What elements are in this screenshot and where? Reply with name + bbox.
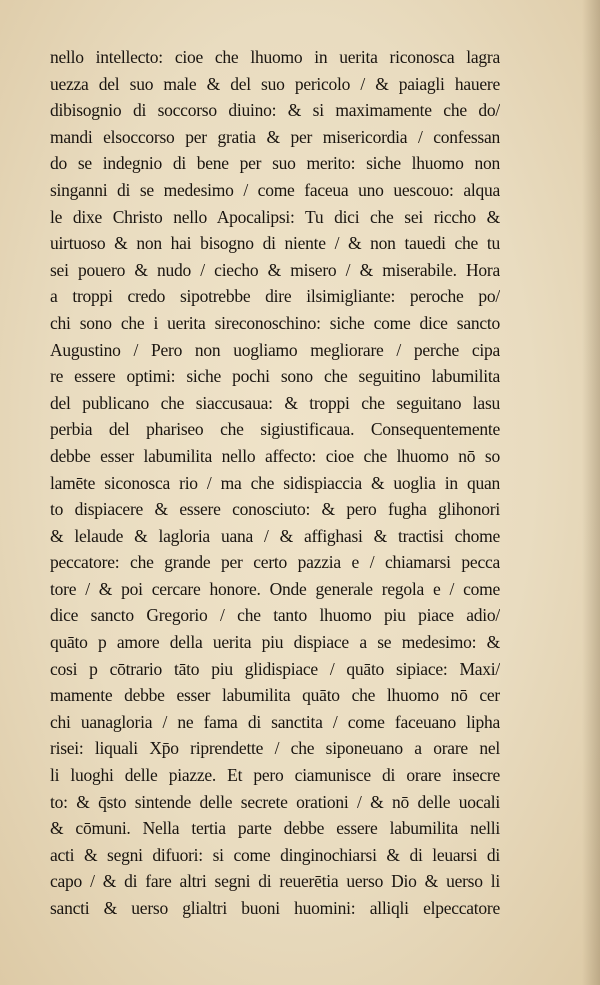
text-line-25: mamente debbe esser labumilita quāto che lhuomo nō cer	[50, 685, 500, 706]
text-line-31: acti & segni difuori: si come dinginochiarsi & di leuarsi di	[50, 844, 500, 865]
text-line-20: peccatore: che grande per certo pazzia e / chiamarsi pecca	[50, 552, 500, 573]
text-block	[50, 44, 500, 922]
text-line-18: to dispiacere & essere conosciuto: & pero fugha glihonori	[50, 499, 500, 520]
text-line-30: & cōmuni. Nella tertia parte debbe essere labumilita nelli	[50, 818, 500, 839]
text-line-11: chi sono che i uerita sireconoschino: siche come dice sancto	[50, 312, 500, 333]
text-line-24: cosi p cōtrario tāto piu glidispiace / quāto sipiace: Maxi/	[50, 658, 500, 679]
text-line-3: dibisognio di soccorso diuino: & si maximamente che do/	[50, 100, 500, 121]
text-line-26: chi uanagloria / ne fama di sanctita / come faceuano lipha	[50, 711, 500, 732]
text-line-29: to: & q̄sto sintende delle secrete orationi / & nō delle uocali	[50, 791, 500, 812]
text-line-21: tore / & poi cercare honore. Onde generale regola e / come	[50, 578, 500, 599]
text-line-23: quāto p amore della uerita piu dispiace a se medesimo: &	[50, 632, 500, 653]
text-line-10: a troppi credo sipotrebbe dire ilsimigliante: peroche po/	[50, 286, 500, 307]
text-line-9: sei pouero & nudo / ciecho & misero / & miserabile. Hora	[50, 259, 500, 280]
text-line-19: & lelaude & lagloria uana / & affighasi & tractisi chome	[50, 525, 500, 546]
text-line-14: del publicano che siaccusaua: & troppi che seguitano lasu	[50, 392, 500, 413]
text-line-7: le dixe Christo nello Apocalipsi: Tu dici che sei riccho &	[50, 206, 500, 227]
text-line-28: li luoghi delle piazze. Et pero ciamunisce di orare insecre	[50, 765, 500, 786]
text-line-27: risei: liquali Xp̄o riprendette / che siponeuano a orare nel	[50, 738, 500, 759]
page-edge-shadow	[582, 0, 600, 985]
text-line-33: sancti & uerso glialtri buoni huomini: alliqli elpeccatore	[50, 898, 500, 918]
text-line-2: uezza del suo male & del suo pericolo / & paiagli hauere	[50, 73, 500, 94]
text-line-16: debbe esser labumilita nello affecto: cioe che lhuomo nō so	[50, 445, 500, 466]
text-line-6: singanni di se medesimo / come faceua uno uescouo: alqua	[50, 179, 500, 200]
text-line-1: nello intellecto: cioe che lhuomo in uerita riconosca lagra	[50, 47, 500, 67]
text-line-12: Augustino / Pero non uogliamo megliorare / perche cipa	[50, 339, 500, 360]
text-line-4: mandi elsoccorso per gratia & per misericordia / confessan	[50, 126, 500, 147]
text-line-13: re essere optimi: siche pochi sono che seguitino labumilita	[50, 366, 500, 387]
text-line-15: perbia del phariseo che sigiustificaua. Consequentemente	[50, 419, 500, 440]
text-line-8: uirtuoso & non hai bisogno di niente / & non tauedi che tu	[50, 233, 500, 254]
text-line-5: do se indegnio di bene per suo merito: siche lhuomo non	[50, 153, 500, 174]
text-line-32: capo / & di fare altri segni di reuerētia uerso Dio & uerso li	[50, 871, 500, 892]
text-line-17: lamēte siconosca rio / ma che sidispiaccia & uoglia in quan	[50, 472, 500, 493]
text-line-22: dice sancto Gregorio / che tanto lhuomo piu piace adio/	[50, 605, 500, 626]
